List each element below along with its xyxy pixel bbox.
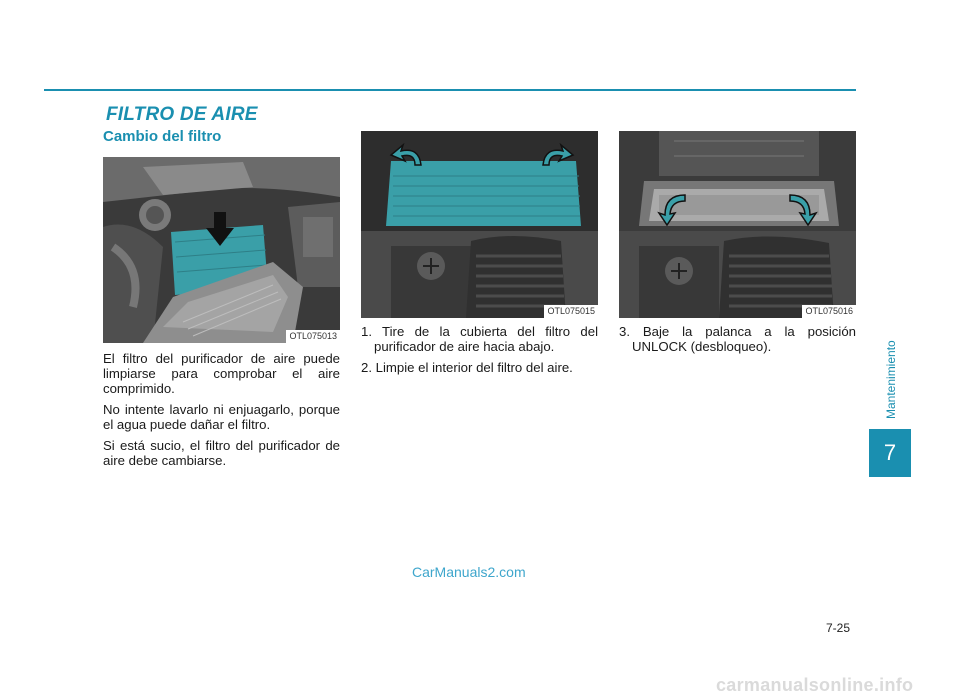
figure-code: OTL075013 xyxy=(286,330,340,343)
page-number: 7-25 xyxy=(826,621,851,635)
footer-watermark: carmanualsonline.info xyxy=(716,675,914,695)
paragraph: No intente lavarlo ni enjuagarlo, porque el agua puede dañar el filtro. xyxy=(103,402,340,432)
section-title: FILTRO DE AIRE xyxy=(106,104,258,125)
section-subtitle: Cambio del filtro xyxy=(103,128,222,145)
section-side-label: Mantenimiento xyxy=(884,340,898,420)
chapter-tab[interactable]: 7 xyxy=(869,429,911,477)
column-intro-text xyxy=(103,351,340,474)
step-item: 2. Limpie el interior del filtro del aire. xyxy=(361,360,573,375)
figure-filter-lever xyxy=(619,131,856,318)
site-link[interactable]: CarManuals2.com xyxy=(412,564,526,580)
figure-engine-bay xyxy=(103,157,340,343)
figure-code: OTL075015 xyxy=(544,305,598,318)
step-item: 3. Baje la palanca a la posición UNLOCK (desbloqueo). xyxy=(619,324,856,354)
paragraph: El filtro del purificador de aire puede limpiarse para comprobar el aire comprimido. xyxy=(103,351,340,396)
paragraph: Si está sucio, el filtro del purificador de aire debe cambiarse. xyxy=(103,438,340,468)
down-arrow-icon xyxy=(206,212,234,246)
column-step-3 xyxy=(619,324,856,360)
curved-arrow-down-left-icon xyxy=(655,191,691,227)
curved-arrow-right-icon xyxy=(539,143,575,169)
curved-arrow-left-icon xyxy=(389,143,425,169)
column-steps-1-2 xyxy=(361,324,598,381)
curved-arrow-down-right-icon xyxy=(784,191,820,227)
step-item: 1. Tire de la cubierta del filtro del purificador de aire hacia abajo. xyxy=(361,324,598,354)
header-rule xyxy=(44,89,856,91)
figure-filter-cover xyxy=(361,131,598,318)
engine-bay-illustration xyxy=(103,157,340,343)
figure-code: OTL075016 xyxy=(802,305,856,318)
